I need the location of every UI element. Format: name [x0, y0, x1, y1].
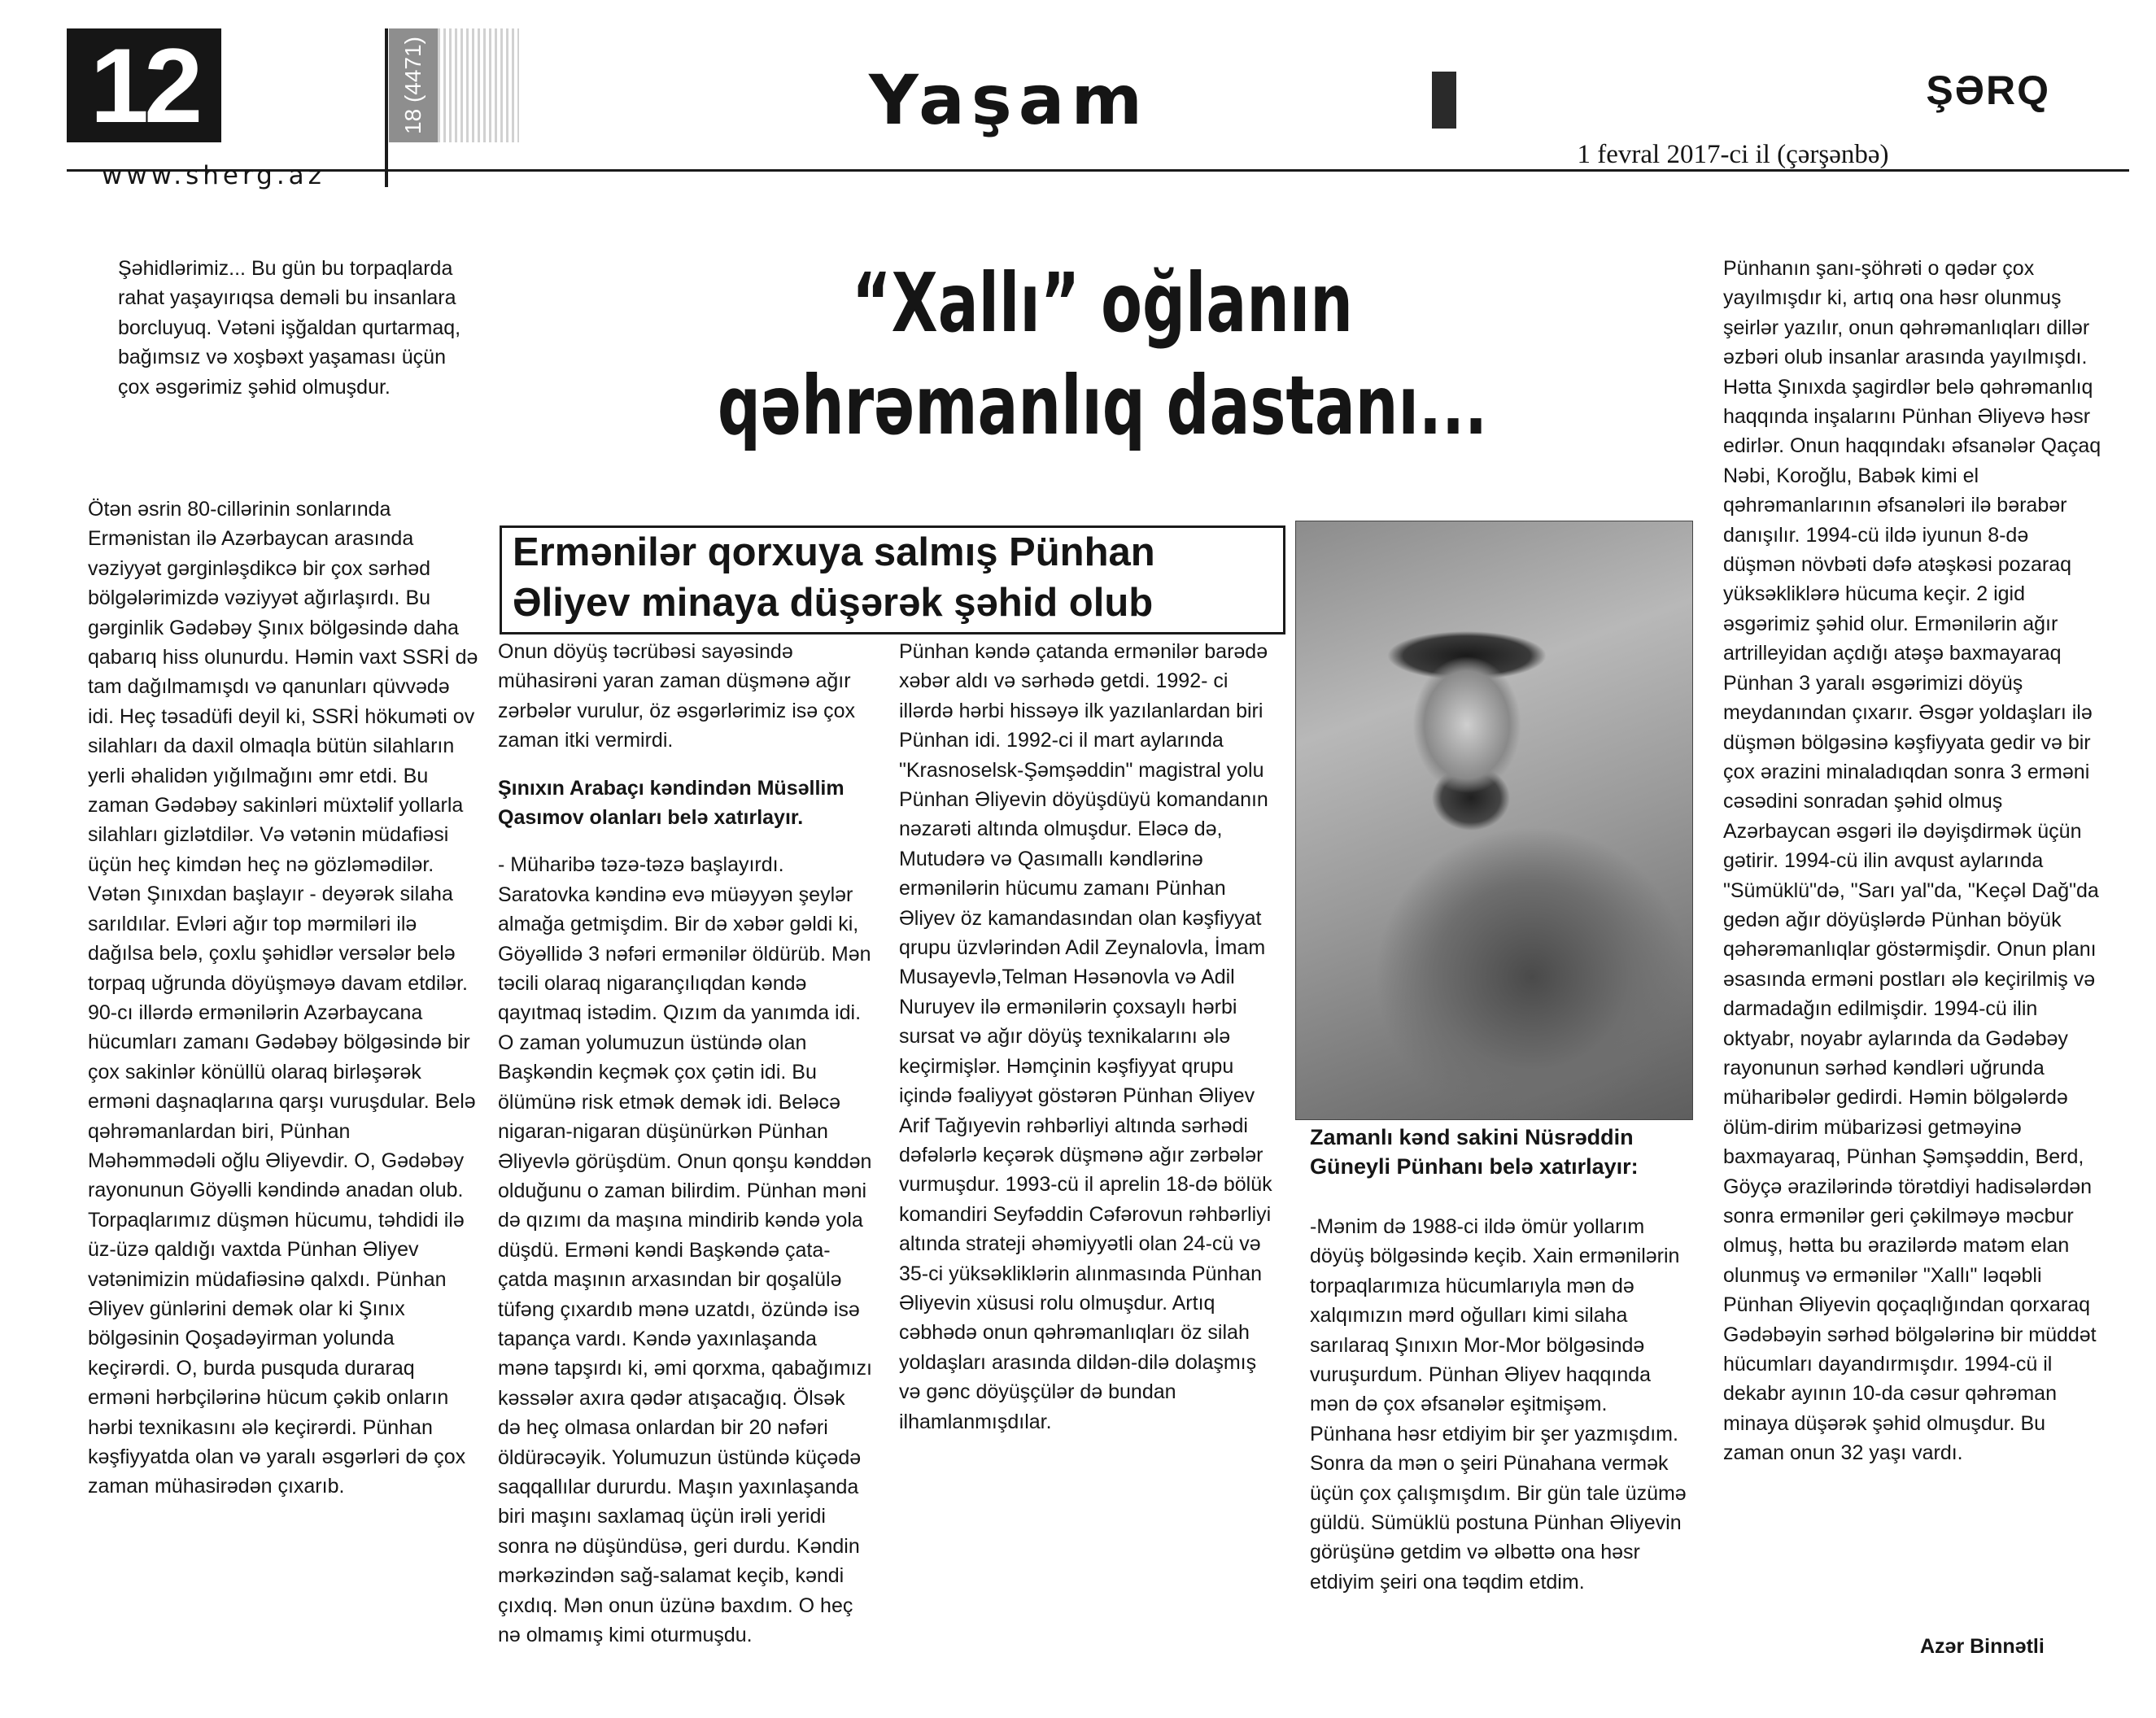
- issue-date: 1 fevral 2017-ci il (çərşənbə): [1577, 140, 1889, 169]
- column-1-text: Ötən əsrin 80-cillərinin sonlarında Ermənistan ilə Azərbaycan arasında vəziyyət gərginləşdikcə bir çox sərhəd bölgələrimizdə vəziyyət ağırlaşırdı. Bu gərginlik Gədəbəy Şınıx bölgəsində daha qabarıq hiss olunurdu. Həmin vaxt SSRİ də tam dağılmamışdı və qanunları qüvvədə idi. Heç təsadüfi deyil ki, SSRİ hökuməti ov silahları da daxil olmaqla bütün silahların yerli əhalidən yığılmağını əmr etdi. Bu zaman Gədəbəy sakinləri müxtəlif yollarla silahları gizlətdilər. Və vətənin müdafiəsi üçün heç kimdən heç nə gözləmədilər. Vətən Şınıxdan başlayır - deyərək silaha sarıldılar. Evləri ağır top mərmiləri ilə dağılsa belə, çoxlu şəhidlər versələr belə torpaq uğrunda döyüşməyə davam etdilər. 90-cı illərdə ermənilərin Azərbaycana hücumları zamanı Gədəbəy bölgəsində bir çox sakinlər könüllü olaraq birləşərək erməni daşnaqlarına qarşı vuruşdular. Belə qəhrəmanlardan biri, Pünhan Məhəmmədəli oğlu Əliyevdir. O, Gədəbəy rayonunun Göyəlli kəndində anadan olub. Torpaqlarımız düşmən hücumu, təhdidi ilə üz-üzə qaldığı vaxtda Pünhan Əliyev vətənimizin müdafiəsinə qalxdı. Pünhan Əliyev günlərini demək olar ki Şınıx bölgəsinin Qoşadəyirman yolunda keçirərdi. O, burda pusquda duraraq erməni hərbçilərinə hücum çəkib onların hərbi texnikasını ələ keçirərdi. Pünhan kəşfiyyatda olan və yaralı əsgərləri də çox zaman mühasirədən çıxarıb.: [88, 498, 478, 1498]
- intro-paragraph: [118, 254, 480, 420]
- website-url: www.sherg.az: [102, 161, 325, 190]
- column-4: [1310, 1212, 1692, 1615]
- column-5-text: Pünhanın şanı-şöhrəti o qədər çox yayılmışdır ki, artıq ona həsr olunmuş şeirlər yazılır, onun qəhrəmanlıqları dillər əzbəri olub insanlar arasında yayılmışdı. Hətta Şınıxda şagirdlər belə qəhrəmanlıq haqqında inşalarını Pünhan Əliyevə həsr edirlər. Onun haqqındakı əfsanələr Qaçaq Nəbi, Koroğlu, Babək kimi el qəhrəmanlarının əfsanələri ilə bərabər danışılır. 1994-cü ildə iyunun 8-də düşmən növbəti dəfə atəşkəsi pozaraq yüksəkliklərə hücuma keçir. 2 igid əsgərimiz şəhid olur. Ermənilərin ağır artrilleyidan açdığı atəşə baxmayaraq Pünhan 3 yaralı əsgərimizi döyüş meydanından çıxarır. Əsgər yoldaşları ilə düşmən bölgəsinə kəşfiyyata gedir və bir çox ərazini minaladıqdan sonra 3 erməni cəsədini sonradan şəhid olmuş Azərbaycan əsgəri ilə dəyişdirmək üçün gətirir. 1994-cü ilin avqust aylarında "Sümüklü"də, "Sarı yal"da, "Keçəl Dağ"da gedən ağır döyüşlərdə Pünhan böyük qəhərəmanlıqlar göstərmişdir. Onun planı əsasında erməni postları ələ keçirilmiş və darmadağın edilmişdir. 1994-cü ilin oktyabr, noyabr aylarında da Gədəbəy rayonunun sərhəd kəndləri uğrunda müharibələr gedirdi. Həmin bölgələrdə ölüm-dirim mübarizəsi getməyinə baxmayaraq, Pünhan Şəmşəddin, Berd, Göyçə ərazilərində törətdiyi hadisələrdən sonra ermənilər geri çəkilməyə məcbur olmuş, hətta bu ərazilərdə matəm elan olunmuş və ermənilər "Xallı" ləqəbli Pünhan Əliyevin qoçaqlığından qorxaraq Gədəbəyin sərhəd bölgələrinə bir müddət hücumları dayandırmışdır. 1994-cü il dekabr ayının 10-da cəsur qəhrəman minaya düşərək şəhid olmuşdur. Bu zaman onun 32 yaşı vardı.: [1723, 257, 2101, 1465]
- column-3: [899, 637, 1281, 1454]
- subheadline: Ermənilər qorxuya salmış Pünhan Əliyev minaya düşərək şəhid olub: [513, 530, 1155, 625]
- headline-line-2: qəhrəmanlıq dastanı...: [717, 358, 1488, 453]
- column-2: [498, 637, 872, 1668]
- column-2-paragraph-3: - Müharibə təzə-təzə başlayırdı. Saratovka kəndinə evə müəyyən şeylər almağa getmişdim. Bir də xəbər gəldi ki, Göyəllidə 3 nəfəri ermənilər öldürüb. Mən təcili olaraq nigarançılıqdan kəndə qayıtmaq istədim. Qızım da yanımda idi. O zaman yolumuzun üstündə olan Başkəndin keçmək çox çətin idi. Bu ölümünə risk etmək demək idi. Beləcə nigaran-nigaran düşünürkən Pünhan Əliyevlə görüşdüm. Onun qonşu kənddən olduğunu o zaman bilirdim. Pünhan məni də qızımı da maşına mindirib kəndə yola düşdü. Erməni kəndi Başkəndə çata-çatda maşının arxasından bir qoşalülə tüfəng çıxardıb mənə uzatdı, özündə isə tapança vardı. Kəndə yaxınlaşanda mənə tapşırdı ki, əmi qorxma, qabağımızı kəssələr axıra qədər atışacağıq. Ölsək də heç olmasa onlardan bir 20 nəfəri öldürəcəyik. Yolumuzun üstündə küçədə saqqallılar dururdu. Maşın yaxınlaşanda biri maşını saxlamaq üçün irəli yeridi sonra nə düşündüsə, geri durdu. Kəndin mərkəzindən sağ-salamat keçib, kəndi çıxdıq. Mən onun üzünə baxdım. O heç nə olmamış kimi oturmuşdu.: [498, 853, 872, 1646]
- portrait-photo: [1295, 521, 1693, 1120]
- column-4-text: -Mənim də 1988-ci ildə ömür yollarım döyüş bölgəsində keçib. Xain ermənilərin torpaqlarımıza hücumlarıyla mən də xalqımızın mərd oğulları kimi silaha sarılaraq Şınıxın Mor-Mor bölgəsində vuruşurdum. Pünhan Əliyev haqqında mən də çox əfsanələr eşitmişəm. Pünhana həsr etdiyim bir şer yazmışdım. Sonra da mən o şeiri Pünahana vermək üçün çox çalışmışdım. Bir gün tale üzümə güldü. Sümüklü postuna Pünhan Əliyevin görüşünə getdim və əlbəttə ona həsr etdiyim şeiri ona təqdim etdim.: [1310, 1215, 1687, 1594]
- column-3-text: Pünhan kəndə çatanda ermənilər barədə xəbər aldı və sərhədə getdi. 1992- ci illərdə hərbi hissəyə ilk yazılanlardan biri Pünhan idi. 1992-ci il mart aylarında "Krasnoselsk-Şəmşəddin" magistral yolu Pünhan Əliyevin döyüşdüyü komandanın nəzarəti altında olmuşdur. Eləcə də, Mutudərə və Qasımallı kəndlərinə ermənilərin hücumu zamanı Pünhan Əliyev öz kamandasından olan kəşfiyyat qrupu üzvlərindən Adil Zeynalovla, İmam Musayevlə,Telman Həsənovla və Adil Nuruyev ilə ermənilərin çoxsaylı hərbi sursat və ağır döyüş texnikalarını ələ keçirmişlər. Həmçinin kəşfiyyat qrupu içində fəaliyyət göstərən Pünhan Əliyev Arif Tağıyevin rəhbərliyi altında sərhədi dəfələrlə keçərək düşmənə ağır zərbələr vurmuşdur. 1993-cü il aprelin 18-də bölük komandiri Seyfəddin Cəfərovun rəhbərliyi altında strateji əhəmiyyətli olan 24-cü və 35-ci yüksəkliklərin alınmasında Pünhan Əliyevin xüsusi rolu olmuşdur. Artıq cəbhədə onun qəhrəmanlıqları öz silah yoldaşları arasında dildən-dilə dolaşmış və gənc döyüşçülər də bundan ilhamlanmışdılar.: [899, 640, 1272, 1433]
- decorative-pattern: [438, 28, 519, 142]
- decorative-block: [1432, 72, 1456, 129]
- newspaper-brand: ŞƏRQ: [1926, 68, 2050, 113]
- page-number: 12: [67, 28, 221, 142]
- column-5: [1723, 254, 2104, 1486]
- intro-text: Şəhidlərimiz... Bu gün bu torpaqlarda rahat yaşayırıqsa deməli bu insanlara borcluyuq. Vətəni işğaldan qurtarmaq, bağımsız və xoşbəxt yaşaması üçün çox əsgərimiz şəhid olmuşdur.: [118, 257, 461, 399]
- column-1: [88, 495, 480, 1520]
- author-byline: Azər Binnətli: [1920, 1635, 2045, 1658]
- headline: [654, 252, 1552, 457]
- issue-number-text: 18 (4471): [400, 37, 426, 134]
- column-2-lead-in: Şınıxın Arabaçı kəndindən Müsəllim Qasımov olanları belə xatırlayır.: [498, 776, 845, 830]
- column-2-paragraph-1: Onun döyüş təcrübəsi sayəsində mühasirəni yaran zaman düşmənə ağır zərbələr vurulur, öz əsgərlərimiz isə çox zaman itki vermirdi.: [498, 640, 856, 752]
- section-title: Yaşam: [868, 60, 1149, 140]
- headline-line-1: “Xallı” oğlanın: [852, 255, 1353, 351]
- issue-number: [389, 28, 438, 142]
- photo-caption: Zamanlı kənd sakini Nüsrəddin Güneyli Pünhanı belə xatırlayır:: [1310, 1125, 1639, 1179]
- masthead-divider: [385, 28, 388, 187]
